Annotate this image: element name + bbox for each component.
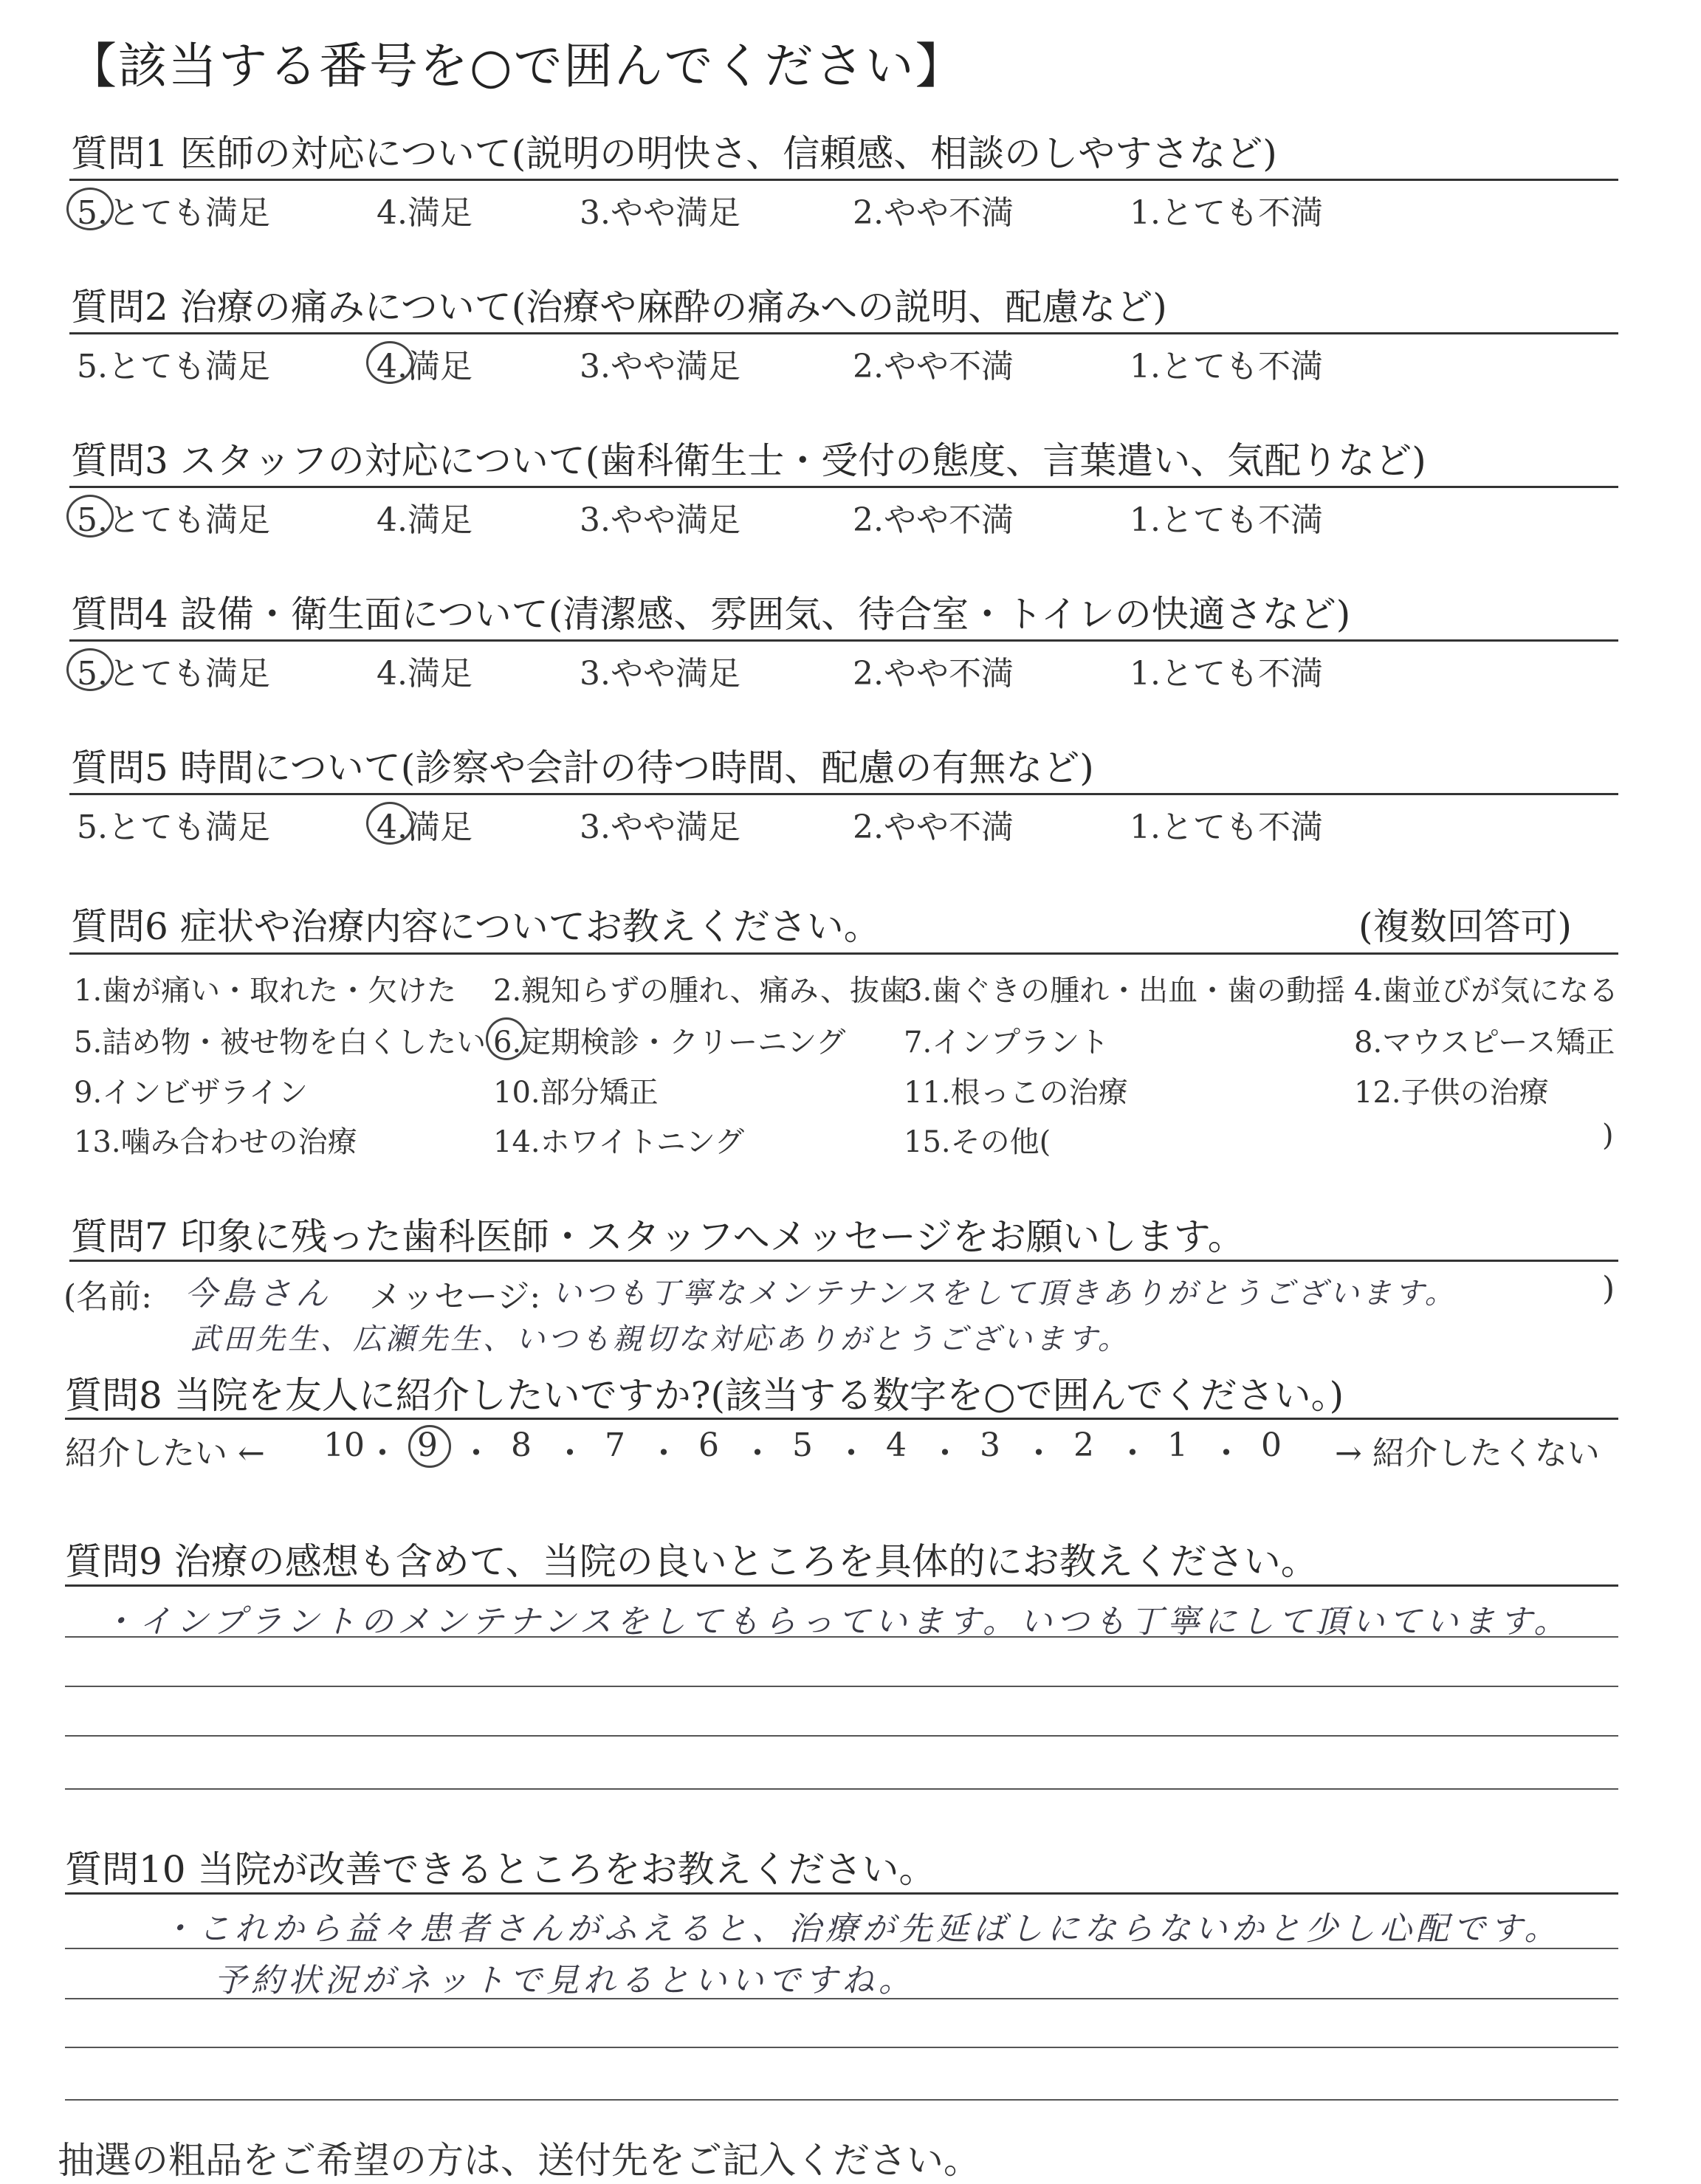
- q8-scale-10[interactable]: 10: [323, 1426, 365, 1464]
- q6-option-10[interactable]: 10.部分矯正: [493, 1076, 659, 1110]
- q8-separator: ・: [835, 1435, 867, 1472]
- q4-option-2[interactable]: 2.やや不満: [853, 655, 1014, 693]
- footer-note: 抽選の粗品をご希望の方は、送付先をご記入ください。: [58, 2139, 980, 2182]
- q3-rule: [69, 486, 1618, 488]
- q10-rule: [65, 1892, 1618, 1895]
- q2-option-1[interactable]: 1.とても不満: [1130, 348, 1323, 385]
- q8-separator: ・: [366, 1435, 399, 1472]
- q8-scale-8[interactable]: 8: [511, 1426, 532, 1464]
- q6-title: 質問6 症状や治療内容についてお教えください。: [71, 905, 881, 948]
- q10-title: 質問10 当院が改善できるところをお教えください。: [65, 1848, 936, 1891]
- q8-separator: ・: [554, 1435, 586, 1472]
- q6-option-13[interactable]: 13.噛み合わせの治療: [74, 1125, 357, 1159]
- q6-option-4[interactable]: 4.歯並びが気になる: [1354, 974, 1619, 1008]
- q3-option-3[interactable]: 3.やや満足: [580, 501, 740, 539]
- q6-rule: [69, 952, 1618, 955]
- q1-option-2[interactable]: 2.やや不満: [853, 194, 1014, 232]
- q2-option-4[interactable]: 4.満足: [377, 348, 472, 385]
- q2-title: 質問2 治療の痛みについて(治療や麻酔の痛みへの説明、配慮など): [71, 286, 1167, 329]
- q7-name-value[interactable]: 今島さん: [185, 1275, 332, 1313]
- q8-separator: ・: [647, 1435, 680, 1472]
- q8-separator: ・: [929, 1435, 961, 1472]
- q1-option-5[interactable]: 5.とても満足: [77, 194, 270, 232]
- q6-option-7[interactable]: 7.インプラント: [904, 1026, 1110, 1060]
- q10-answer-line2[interactable]: 予約状況がネットで見れるといいですね。: [214, 1962, 915, 1999]
- q4-option-5[interactable]: 5.とても満足: [77, 655, 270, 693]
- q5-title: 質問5 時間について(診察や会計の待つ時間、配慮の有無など): [71, 746, 1094, 789]
- q9-answer-line1[interactable]: ・インプラントのメンテナンスをしてもらっています。いつも丁寧にして頂いています。: [102, 1603, 1571, 1641]
- q5-option-2[interactable]: 2.やや不満: [853, 808, 1014, 846]
- q8-scale-7[interactable]: 7: [605, 1426, 625, 1464]
- q8-rule: [65, 1418, 1618, 1420]
- q7-message-label: メッセージ:: [369, 1278, 541, 1316]
- q8-scale-2[interactable]: 2: [1073, 1426, 1094, 1464]
- q6-option-2[interactable]: 2.親知らずの腫れ、痛み、抜歯: [493, 974, 909, 1008]
- q6-option-1[interactable]: 1.歯が痛い・取れた・欠けた: [74, 974, 457, 1008]
- q6-note: (複数回答可): [1358, 905, 1573, 948]
- q3-selected-circle: [66, 495, 114, 538]
- q1-option-3[interactable]: 3.やや満足: [580, 194, 740, 232]
- q2-rule: [69, 332, 1618, 334]
- q8-scale-4[interactable]: 4: [886, 1426, 907, 1464]
- q9-line-2: [65, 1686, 1618, 1687]
- q4-option-4[interactable]: 4.満足: [377, 655, 472, 693]
- q4-rule: [69, 639, 1618, 642]
- q9-rule: [65, 1584, 1618, 1587]
- q5-option-5[interactable]: 5.とても満足: [77, 808, 270, 846]
- q9-title: 質問9 治療の感想も含めて、当院の良いところを具体的にお教えください。: [65, 1540, 1318, 1583]
- q5-selected-circle: [366, 802, 413, 845]
- q6-other-close-paren: ): [1602, 1119, 1614, 1153]
- q6-selected-circle: [486, 1017, 527, 1060]
- q3-option-1[interactable]: 1.とても不満: [1130, 501, 1323, 539]
- q4-option-1[interactable]: 1.とても不満: [1130, 655, 1323, 693]
- q7-title: 質問7 印象に残った歯科医師・スタッフへメッセージをお願いします。: [71, 1215, 1245, 1258]
- q8-scale-6[interactable]: 6: [698, 1426, 719, 1464]
- q6-option-14[interactable]: 14.ホワイトニング: [493, 1125, 745, 1159]
- q6-option-8[interactable]: 8.マウスピース矯正: [1354, 1026, 1615, 1060]
- q7-close-paren: ): [1602, 1270, 1615, 1308]
- q1-selected-circle: [66, 188, 114, 230]
- q3-option-5[interactable]: 5.とても満足: [77, 501, 270, 539]
- q3-option-2[interactable]: 2.やや不満: [853, 501, 1014, 539]
- q9-line-1: [65, 1636, 1618, 1638]
- q4-title: 質問4 設備・衛生面について(清潔感、雰囲気、待合室・トイレの快適さなど): [71, 593, 1351, 636]
- q7-message-line1[interactable]: いつも丁寧なメンテナンスをして頂きありがとうございます。: [552, 1277, 1457, 1311]
- q2-option-2[interactable]: 2.やや不満: [853, 348, 1014, 385]
- q2-option-5[interactable]: 5.とても満足: [77, 348, 270, 385]
- q6-option-3[interactable]: 3.歯ぐきの腫れ・出血・歯の動揺: [904, 974, 1346, 1008]
- q1-rule: [69, 179, 1618, 181]
- q5-option-1[interactable]: 1.とても不満: [1130, 808, 1323, 846]
- q8-scale-5[interactable]: 5: [792, 1426, 813, 1464]
- q9-line-3: [65, 1735, 1618, 1737]
- q9-line-4: [65, 1788, 1618, 1790]
- q10-line-2: [65, 1998, 1618, 1999]
- q7-name-label: (名前:: [63, 1278, 152, 1316]
- q8-separator: ・: [1023, 1435, 1055, 1472]
- q8-left-label: 紹介したい ←: [65, 1435, 265, 1472]
- q10-line-3: [65, 2047, 1618, 2048]
- q8-scale-3[interactable]: 3: [980, 1426, 1000, 1464]
- q1-title: 質問1 医師の対応について(説明の明快さ、信頼感、相談のしやすさなど): [71, 132, 1277, 175]
- q7-rule: [69, 1260, 1618, 1262]
- q8-separator: ・: [1210, 1435, 1243, 1472]
- q6-option-12[interactable]: 12.子供の治療: [1354, 1076, 1549, 1110]
- q8-separator: ・: [741, 1435, 774, 1472]
- q8-scale-1[interactable]: 1: [1167, 1426, 1188, 1464]
- q5-option-4[interactable]: 4.満足: [377, 808, 472, 846]
- q10-answer-line1[interactable]: ・これから益々患者さんがふえると、治療が先延ばしにならないかと少し心配です。: [161, 1910, 1561, 1948]
- q10-line-1: [65, 1948, 1618, 1949]
- q8-scale-0[interactable]: 0: [1261, 1426, 1282, 1464]
- q7-message-line2[interactable]: 武田先生、広瀬先生、いつも親切な対応ありがとうございます。: [190, 1322, 1130, 1356]
- q8-selected-circle: [408, 1425, 451, 1468]
- q5-option-3[interactable]: 3.やや満足: [580, 808, 740, 846]
- q5-rule: [69, 793, 1618, 795]
- q6-option-5[interactable]: 5.詰め物・被せ物を白くしたい: [74, 1026, 487, 1060]
- q6-option-9[interactable]: 9.インビザライン: [74, 1076, 308, 1110]
- q3-option-4[interactable]: 4.満足: [377, 501, 472, 539]
- q4-selected-circle: [66, 648, 114, 691]
- q6-option-15[interactable]: 15.その他(: [904, 1125, 1051, 1159]
- q10-line-4: [65, 2099, 1618, 2101]
- q8-separator: ・: [460, 1435, 492, 1472]
- q4-option-3[interactable]: 3.やや満足: [580, 655, 740, 693]
- q6-option-6[interactable]: 6.定期検診・クリーニング: [493, 1026, 846, 1060]
- form-header: 【該当する番号を○で囲んでください】: [68, 38, 966, 95]
- q2-option-3[interactable]: 3.やや満足: [580, 348, 740, 385]
- q1-option-4[interactable]: 4.満足: [377, 194, 472, 232]
- q2-selected-circle: [366, 341, 413, 384]
- q3-title: 質問3 スタッフの対応について(歯科衛生士・受付の態度、言葉遣い、気配りなど): [71, 439, 1426, 482]
- q8-separator: ・: [1116, 1435, 1149, 1472]
- q8-title: 質問8 当院を友人に紹介したいですか?(該当する数字を○で囲んでください。): [65, 1374, 1344, 1417]
- q1-option-1[interactable]: 1.とても不満: [1130, 194, 1323, 232]
- q8-right-label: → 紹介したくない: [1335, 1435, 1600, 1472]
- q8-scale-9[interactable]: 9: [417, 1426, 438, 1464]
- q6-option-11[interactable]: 11.根っこの治療: [904, 1076, 1128, 1110]
